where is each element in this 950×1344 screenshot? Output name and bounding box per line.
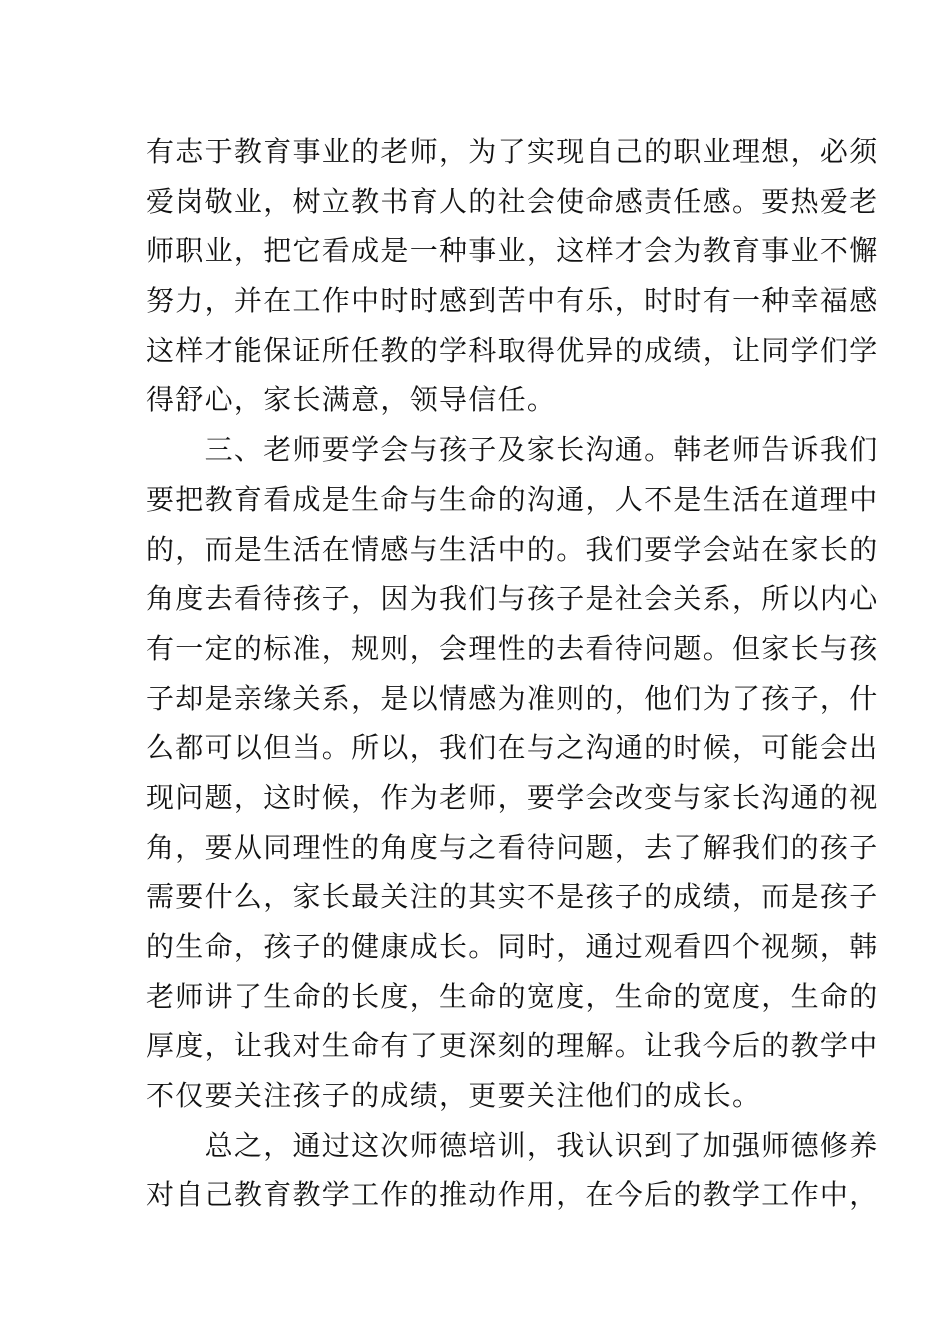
text-line: 子却是亲缘关系，是以情感为准则的，他们为了孩子，什 (146, 681, 879, 715)
text-line: 对自己教育教学工作的推动作用，在今后的教学工作中， (146, 1178, 879, 1212)
text-line: 这样才能保证所任教的学科取得优异的成绩，让同学们学 (146, 333, 879, 367)
text-line: 的，而是生活在情感与生活中的。我们要学会站在家长的 (146, 532, 879, 566)
body-text (146, 127, 879, 1220)
text-line: 努力，并在工作中时时感到苦中有乐，时时有一种幸福感 (146, 284, 879, 318)
text-line: 要把教育看成是生命与生命的沟通，人不是生活在道理中 (146, 482, 879, 516)
text-line: 有一定的标准，规则，会理性的去看待问题。但家长与孩 (146, 631, 879, 665)
text-line: 爱岗敬业，树立教书育人的社会使命感责任感。要热爱老 (146, 184, 879, 218)
text-line: 现问题，这时候，作为老师，要学会改变与家长沟通的视 (146, 780, 879, 814)
text-line: 角，要从同理性的角度与之看待问题，去了解我们的孩子 (146, 830, 879, 864)
text-line: 么都可以但当。所以，我们在与之沟通的时候，可能会出 (146, 731, 879, 765)
paragraph-start-line: 三、老师要学会与孩子及家长沟通。韩老师告诉我们 (146, 433, 879, 467)
text-line: 得舒心，家长满意，领导信任。 (146, 383, 557, 417)
text-line: 角度去看待孩子，因为我们与孩子是社会关系，所以内心 (146, 582, 879, 616)
text-line: 厚度，让我对生命有了更深刻的理解。让我今后的教学中 (146, 1029, 879, 1063)
text-line: 需要什么，家长最关注的其实不是孩子的成绩，而是孩子 (146, 880, 879, 914)
text-line: 不仅要关注孩子的成绩，更要关注他们的成长。 (146, 1079, 762, 1113)
text-line: 的生命，孩子的健康成长。同时，通过观看四个视频，韩 (146, 930, 879, 963)
text-line: 师职业，把它看成是一种事业，这样才会为教育事业不懈 (146, 234, 879, 268)
text-line: 老师讲了生命的长度，生命的宽度，生命的宽度，生命的 (146, 979, 879, 1013)
text-line: 有志于教育事业的老师，为了实现自己的职业理想，必须 (146, 135, 879, 168)
paragraph-start-line: 总之，通过这次师德培训，我认识到了加强师德修养 (146, 1128, 879, 1162)
